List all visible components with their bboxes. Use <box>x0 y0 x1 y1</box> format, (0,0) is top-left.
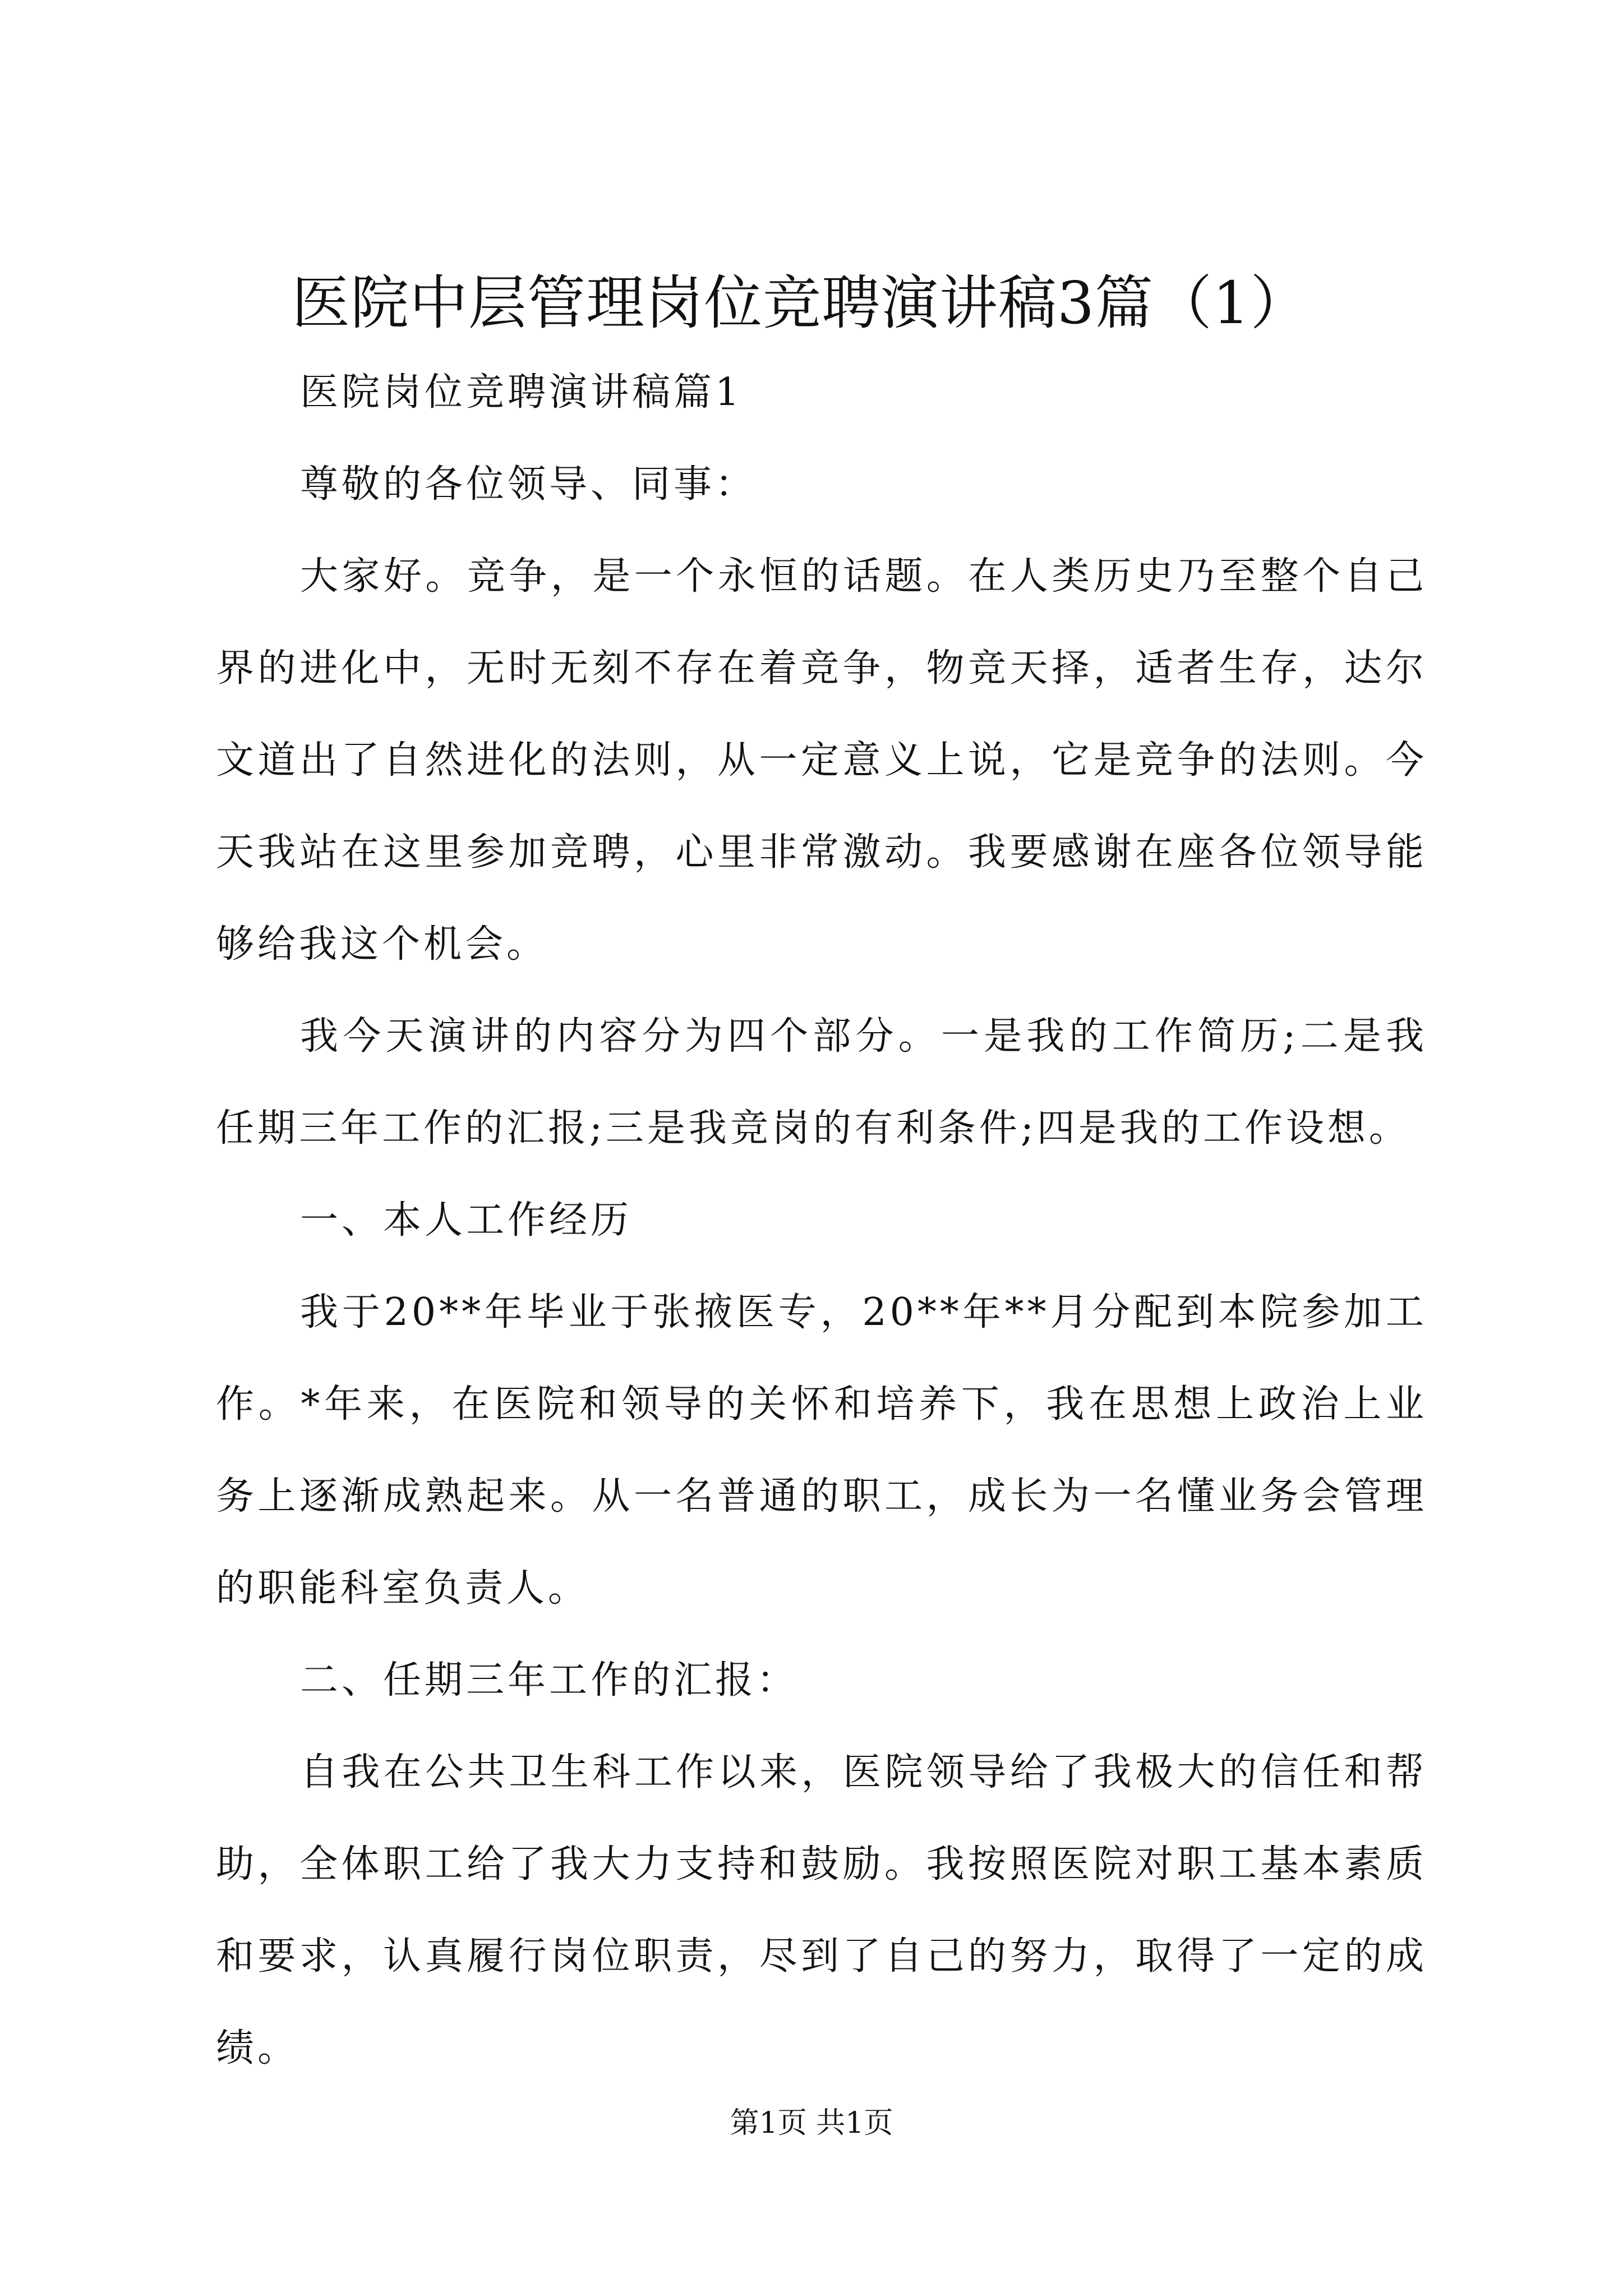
document-body <box>216 347 1427 2095</box>
paragraph-introduction: 大家好。竞争，是一个永恒的话题。在人类历史乃至整个自己界的进化中，无时无刻不存在着竞争，物竞天择，适者生存，达尔文道出了自然进化的法则，从一定意义上说，它是竞争的法则。今天我站在这里参加竞聘，心里非常激动。我要感谢在座各位领导能够给我这个机会。 <box>216 554 1427 967</box>
section-heading-work-report: 二、任期三年工作的汇报： <box>300 1658 799 1703</box>
salutation: 尊敬的各位领导、同事： <box>300 462 757 507</box>
paragraph-work-report: 自我在公共卫生科工作以来，医院领导给了我极大的信任和帮助，全体职工给了我大力支持和鼓励。我按照医院对职工基本素质和要求，认真履行岗位职责，尽到了自己的努力，取得了一定的成绩。 <box>216 1750 1427 2070</box>
section-heading-work-experience: 一、本人工作经历 <box>300 1198 633 1243</box>
document-title: 医院中层管理岗位竞聘演讲稿3篇（1） <box>292 269 1310 337</box>
paragraph-work-experience: 我于20**年毕业于张掖医专，20**年**月分配到本院参加工作。*年来，在医院和领导的关怀和培养下，我在思想上政治上业务上逐渐成熟起来。从一名普通的职工，成长为一名懂业务会管理的职能科室负责人。 <box>216 1290 1427 1611</box>
page-footer: 第1页 共1页 <box>730 2106 893 2140</box>
paragraph-outline: 我今天演讲的内容分为四个部分。一是我的工作简历;二是我任期三年工作的汇报;三是我竞岗的有利条件;四是我的工作设想。 <box>216 1014 1427 1151</box>
section-heading-speech-1: 医院岗位竞聘演讲稿篇1 <box>300 370 743 415</box>
